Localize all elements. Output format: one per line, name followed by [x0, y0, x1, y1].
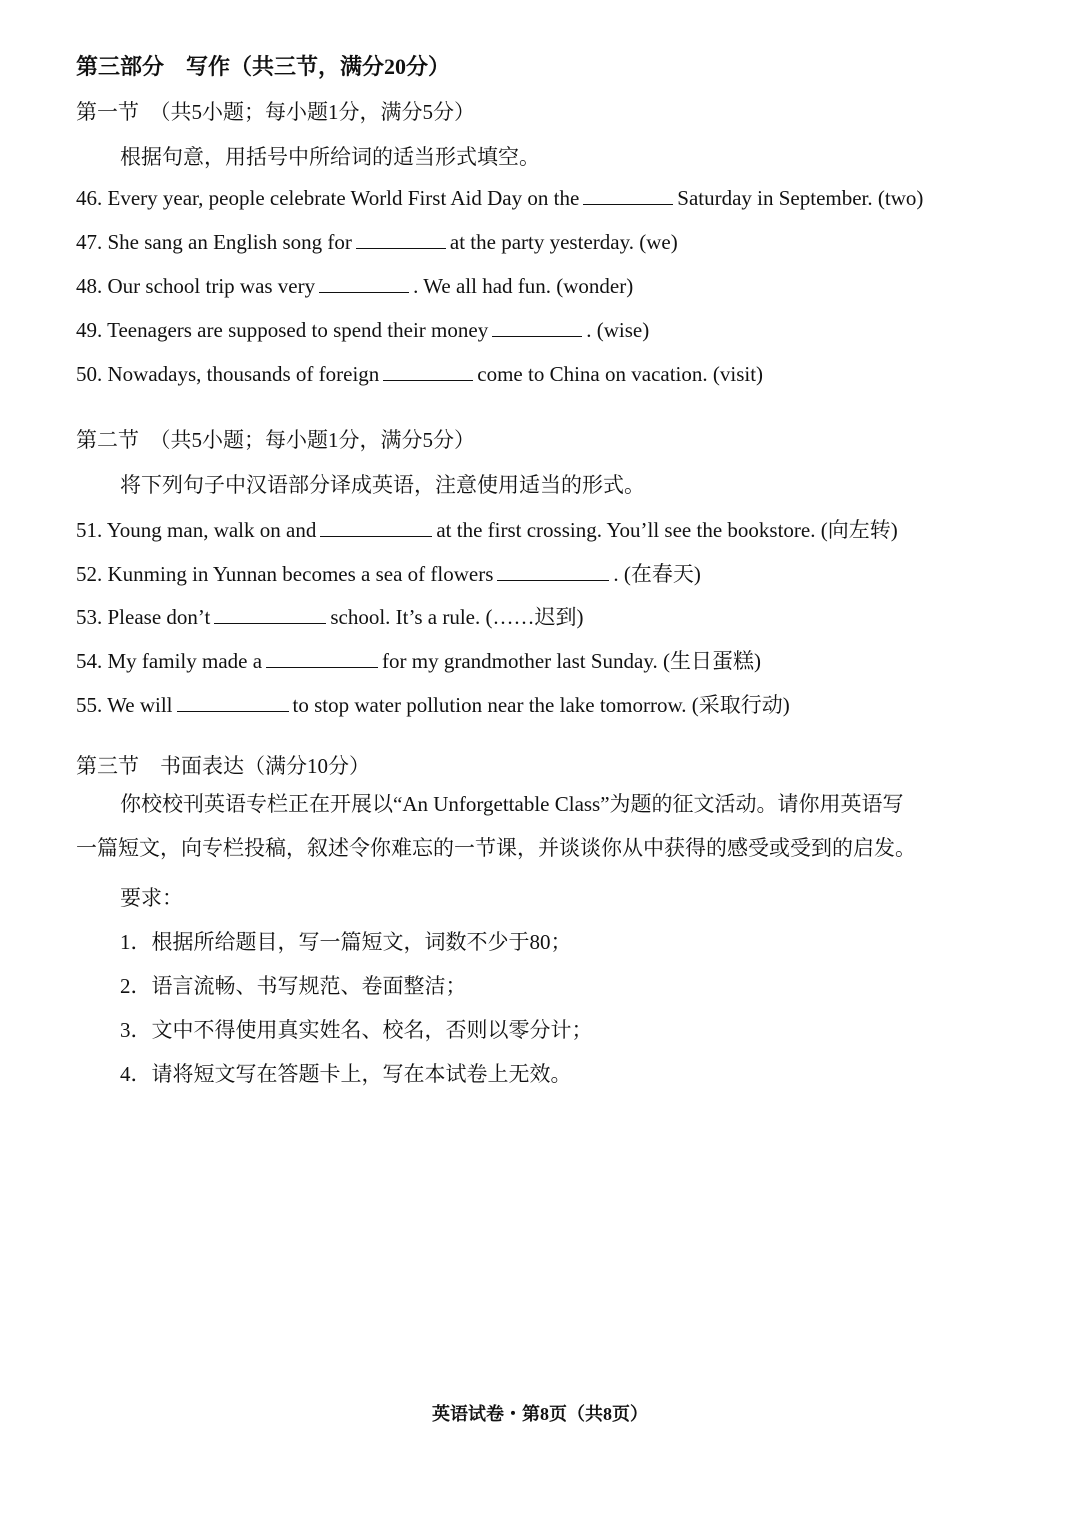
answer-blank-54[interactable]	[266, 649, 378, 668]
question-55	[76, 689, 790, 719]
question-54-text: 54. My family made a	[76, 649, 263, 673]
section3-title: 第三节 书面表达（满分10分）	[76, 754, 370, 778]
answer-blank-53[interactable]	[214, 605, 326, 624]
question-51-hint: at the first crossing. You’ll see the bookstore. (向左转)	[436, 518, 898, 542]
question-54	[76, 645, 761, 675]
question-47-text: 47. She sang an English song for	[76, 230, 352, 254]
section3-prompt-line2: 一篇短文，向专栏投稿，叙述令你难忘的一节课，并谈谈你从中获得的感受或受到的启发。	[76, 836, 916, 860]
question-47-hint: at the party yesterday. (we)	[449, 230, 678, 254]
section1-title: 第一节 （共5小题；每小题1分，满分5分）	[76, 100, 475, 124]
section1-instruction: 根据句意，用括号中所给词的适当形式填空。	[120, 145, 540, 169]
question-46	[76, 186, 923, 211]
question-50	[76, 362, 763, 387]
question-54-hint: for my grandmother last Sunday. (生日蛋糕)	[382, 649, 761, 673]
question-49-text: 49. Teenagers are supposed to spend their money	[76, 318, 489, 342]
requirement-2: 2．语言流畅、书写规范、卷面整洁；	[120, 974, 467, 998]
question-48-hint: . We all had fun. (wonder)	[413, 274, 634, 298]
section3-prompt-line1: 你校校刊英语专栏正在开展以“An Unforgettable Class”为题的征文活动。请你用英语写	[120, 792, 904, 816]
requirement-1: 1．根据所给题目，写一篇短文，词数不少于80；	[120, 930, 572, 954]
question-53	[76, 601, 583, 631]
question-53-hint: school. It’s a rule. (……迟到)	[330, 605, 584, 629]
section2-instruction: 将下列句子中汉语部分译成英语，注意使用适当的形式。	[120, 473, 645, 497]
question-46-text: 46. Every year, people celebrate World First Aid Day on the	[76, 186, 580, 210]
requirement-4: 4．请将短文写在答题卡上，写在本试卷上无效。	[120, 1062, 572, 1086]
question-48-text: 48. Our school trip was very	[76, 274, 316, 298]
part-title: 第三部分 写作（共三节，满分20分）	[76, 54, 451, 79]
question-51-text: 51. Young man, walk on and	[76, 518, 317, 542]
question-51	[76, 514, 898, 544]
question-52	[76, 558, 701, 588]
answer-blank-47[interactable]	[356, 230, 446, 249]
question-55-text: 55. We will	[76, 693, 173, 717]
answer-blank-49[interactable]	[492, 318, 582, 337]
page-footer: 英语试卷・第8页（共8页）	[432, 1404, 648, 1424]
question-55-hint: to stop water pollution near the lake tomorrow. (采取行动)	[292, 693, 790, 717]
answer-blank-48[interactable]	[319, 274, 409, 293]
question-52-text: 52. Kunming in Yunnan becomes a sea of flowers	[76, 562, 494, 586]
answer-blank-46[interactable]	[583, 186, 673, 205]
answer-blank-52[interactable]	[497, 562, 609, 581]
question-49-hint: . (wise)	[586, 318, 650, 342]
question-47	[76, 230, 678, 255]
question-50-hint: come to China on vacation. (visit)	[477, 362, 764, 386]
section2-title: 第二节 （共5小题；每小题1分，满分5分）	[76, 428, 475, 452]
question-49	[76, 318, 649, 343]
answer-blank-55[interactable]	[177, 693, 289, 712]
answer-blank-50[interactable]	[383, 362, 473, 381]
answer-blank-51[interactable]	[320, 518, 432, 537]
question-50-text: 50. Nowadays, thousands of foreign	[76, 362, 380, 386]
question-52-hint: . (在春天)	[613, 562, 701, 586]
question-46-hint: Saturday in September. (two)	[677, 186, 924, 210]
requirement-3: 3．文中不得使用真实姓名、校名，否则以零分计；	[120, 1018, 593, 1042]
question-48	[76, 274, 633, 299]
question-53-text: 53. Please don’t	[76, 605, 211, 629]
requirements-label: 要求：	[120, 886, 183, 910]
